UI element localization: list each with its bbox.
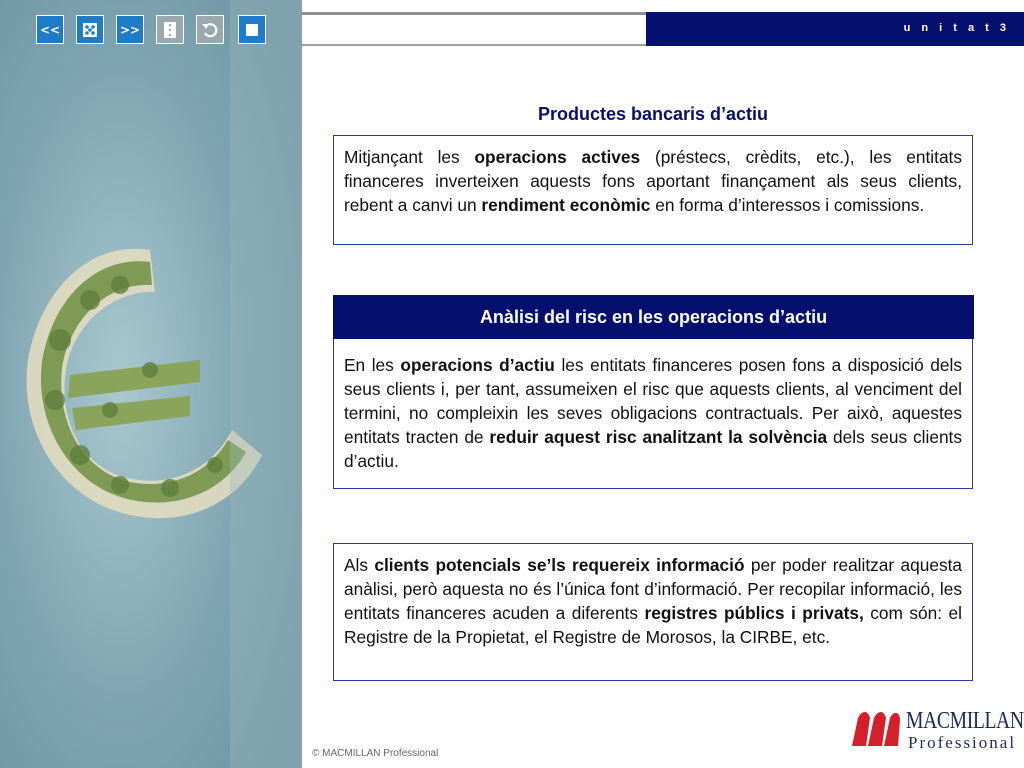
document-list-icon — [163, 21, 177, 39]
risk-text-box — [333, 339, 973, 489]
info-bold-2: registres públics i privats, — [644, 603, 864, 623]
intro-text-3: en forma d’interessos i comissions. — [650, 195, 925, 215]
copyright-notice: © MACMILLAN Professional — [312, 748, 439, 759]
macmillan-m-icon — [850, 706, 902, 754]
header-title-area — [302, 15, 648, 46]
grid-dots-icon — [82, 22, 98, 38]
intro-bold-1: operacions actives — [474, 147, 641, 167]
header-unit-bar — [646, 12, 1024, 46]
information-text-box — [333, 543, 973, 681]
risk-bold-2: reduir aquest risc analitzant la solvència — [489, 427, 828, 447]
undo-arrow-icon — [201, 21, 219, 39]
euro-island-illustration — [0, 0, 302, 768]
intro-text-box — [333, 135, 973, 245]
stop-square-icon — [245, 23, 259, 37]
macmillan-logo — [850, 706, 1024, 756]
exit-button[interactable] — [238, 15, 266, 44]
decorative-island-image — [0, 0, 302, 768]
index-button[interactable] — [76, 15, 104, 44]
risk-text-1: En les — [344, 355, 401, 375]
info-text-1: Als — [344, 555, 375, 575]
unit-label: u n i t a t 3 — [903, 22, 1010, 34]
next-label: >> — [119, 22, 141, 37]
intro-bold-2: rendiment econòmic — [481, 195, 651, 215]
risk-text-2: les entitats financeres posen fons a disposició dels seus clients i, per tant, assumeixen el risc que aquests clients, al venciment del termini, no compleixin les seves obligacions contractuals. Per això, aquestes entitats tracten de — [344, 355, 962, 447]
logo-wordmark: MACMILLAN — [906, 708, 1024, 734]
previous-button[interactable] — [36, 15, 64, 44]
risk-section-title: Anàlisi del risc en les operacions d’actiu — [333, 295, 974, 339]
back-button[interactable] — [196, 15, 224, 44]
intro-text-2: (préstecs, crèdits, etc.), les entitats financeres inverteixen aquests fons aportant finançament als seus clients, rebent a canvi un — [344, 147, 962, 215]
risk-text-3: dels seus clients d’actiu. — [344, 427, 962, 471]
page-title: Productes bancaris d’actiu — [537, 104, 769, 124]
next-button[interactable] — [116, 15, 144, 44]
contents-button[interactable] — [156, 15, 184, 44]
info-bold-1: clients potencials se’ls requereix informació — [374, 555, 745, 575]
info-text-2: per poder realitzar aquesta anàlisi, però aquesta no és l’única font d’informació. Per recopilar informació, les entitats financeres acuden a diferents — [344, 555, 963, 623]
previous-label: << — [39, 22, 61, 37]
intro-text-1: Mitjançant les — [344, 147, 475, 167]
risk-bold-1: operacions d’actiu — [400, 355, 555, 375]
info-text-3: com són: el Registre de la Propietat, el Registre de Morosos, la CIRBE, etc. — [344, 603, 962, 647]
logo-subtitle: Professional — [908, 733, 1017, 752]
